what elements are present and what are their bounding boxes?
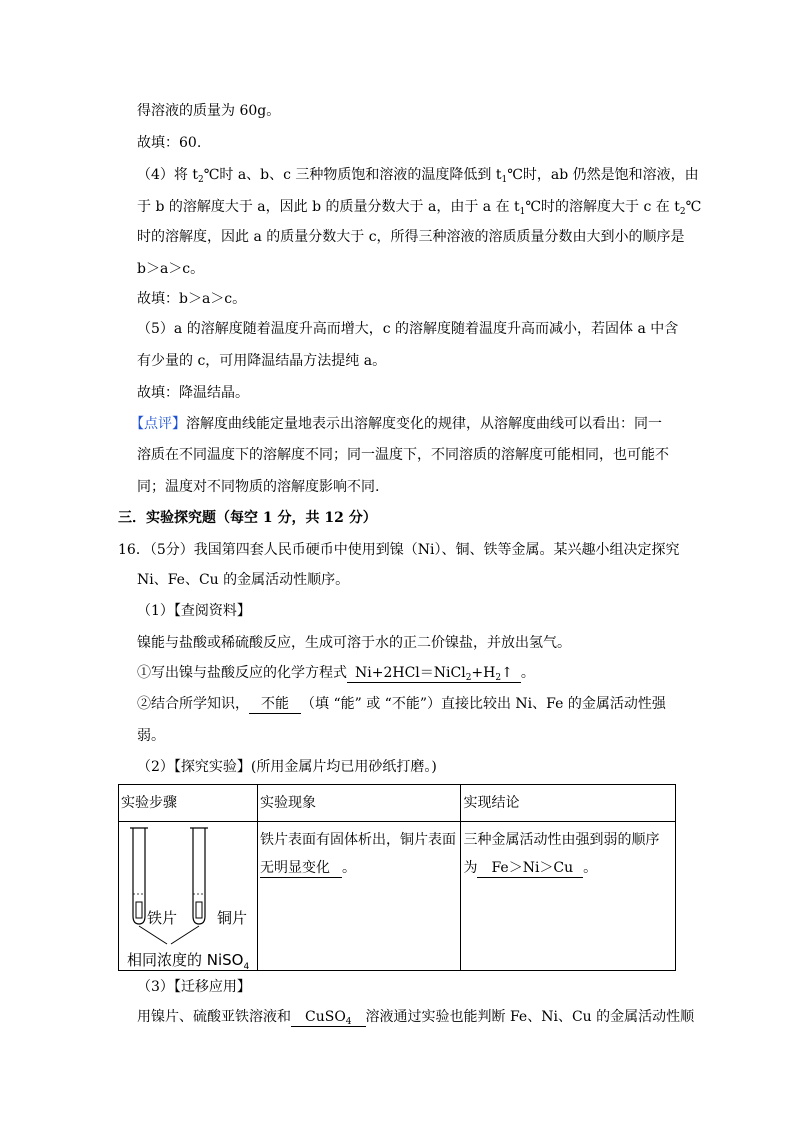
text-line: 弱。: [137, 728, 165, 744]
text-line: ①写出镍与盐酸反应的化学方程式 $Ni+2HCl=NiCl_2+H_2↑$ 。: [137, 665, 535, 683]
copper-label: 铜片: [217, 909, 248, 927]
text-line: （2）【探究实验】(所用金属片均已用砂纸打磨。): [137, 759, 437, 775]
test-tube-figure: [119, 822, 253, 972]
text-line: 同；温度对不同物质的溶解度影响不同.: [137, 479, 380, 495]
text-line: 故填：60.: [137, 135, 202, 151]
text-line: 溶质在不同温度下的溶解度不同；同一温度下，不同溶质的溶解度可能相同，也可能不: [137, 447, 669, 463]
phenomenon-cell: 铁片表面有固体析出，铜片表面 无明显变化 。: [257, 822, 460, 971]
comment-tag: 【点评】: [130, 416, 186, 432]
answer-blank: CuSO$_4$: [291, 1009, 366, 1027]
table-header: 实验步骤: [119, 785, 258, 822]
question-line: Ni、Fe、Cu 的金属活动性顺序。: [137, 572, 350, 588]
table-header: 实现结论: [461, 785, 676, 822]
text-line: （3）【迁移应用】: [137, 979, 251, 995]
iron-label: 铁片: [147, 909, 178, 927]
text-line: ②结合所学知识， 不能 （填 “能” 或 “不能”）直接比较出 Ni、Fe 的金属活动性强: [137, 696, 666, 712]
text-line: （1）【查阅资料】: [137, 603, 251, 619]
text-line: 得溶液的质量为 60g。: [137, 103, 281, 119]
text-line: 【点评】溶解度曲线能定量地表示出溶解度变化的规律，从溶解度曲线可以看出：同一: [130, 416, 662, 432]
text-line: （5）a 的溶解度随着温度升高而增大，c 的溶解度随着温度升高而减小，若固体 a 中含: [137, 321, 679, 337]
table-header: 实验现象: [257, 785, 460, 822]
answer-blank: $Ni+2HCl=NiCl_2+H_2↑$: [347, 665, 521, 683]
text-line: 有少量的 c，可用降温结晶方法提纯 a。: [137, 353, 387, 369]
experiment-table: [118, 784, 676, 971]
text-line: 时的溶解度，因此 a 的质量分数大于 c，所得三种溶液的溶质质量分数由大到小的顺序是: [137, 229, 685, 245]
answer-blank: 无明显变化: [260, 860, 342, 878]
solution-caption: 相同浓度的 NiSO$_4$: [127, 951, 250, 972]
text-line: 于 b 的溶解度大于 a，因此 b 的质量分数大于 a，由于 a 在 $t_1℃$时的溶解度大于 c 在 $t_2℃$: [137, 199, 702, 217]
text-line: b＞a＞c。: [137, 261, 205, 277]
text-line: 故填：降温结晶。: [137, 385, 249, 401]
question-line: 16．（5分）我国第四套人民币硬币中使用到镍（Ni）、铜、铁等金属。某兴趣小组决定探究: [118, 542, 680, 558]
text-line: 故填：b＞a＞c。: [137, 291, 247, 307]
answer-blank: 不能: [249, 696, 301, 714]
text-line: 镍能与盐酸或稀硫酸反应，生成可溶于水的正二价镍盐，并放出氢气。: [137, 635, 571, 651]
text-line: 用镍片、硫酸亚铁溶液和 CuSO$_4$ 溶液通过实验也能判断 Fe、Ni、Cu 的金属活动性顺: [137, 1009, 695, 1027]
section-heading: 三．实验探究题（每空 1 分，共 12 分）: [118, 510, 377, 526]
text-line: （4）将 $t_2℃$时 a、b、c 三种物质饱和溶液的温度降低到 $t_1℃$时，ab 仍然是饱和溶液，由: [137, 167, 699, 185]
answer-blank: Fe＞Ni＞Cu: [477, 860, 583, 878]
conclusion-cell: 三种金属活动性由强到弱的顺序 为 Fe＞Ni＞Cu 。: [461, 822, 676, 971]
